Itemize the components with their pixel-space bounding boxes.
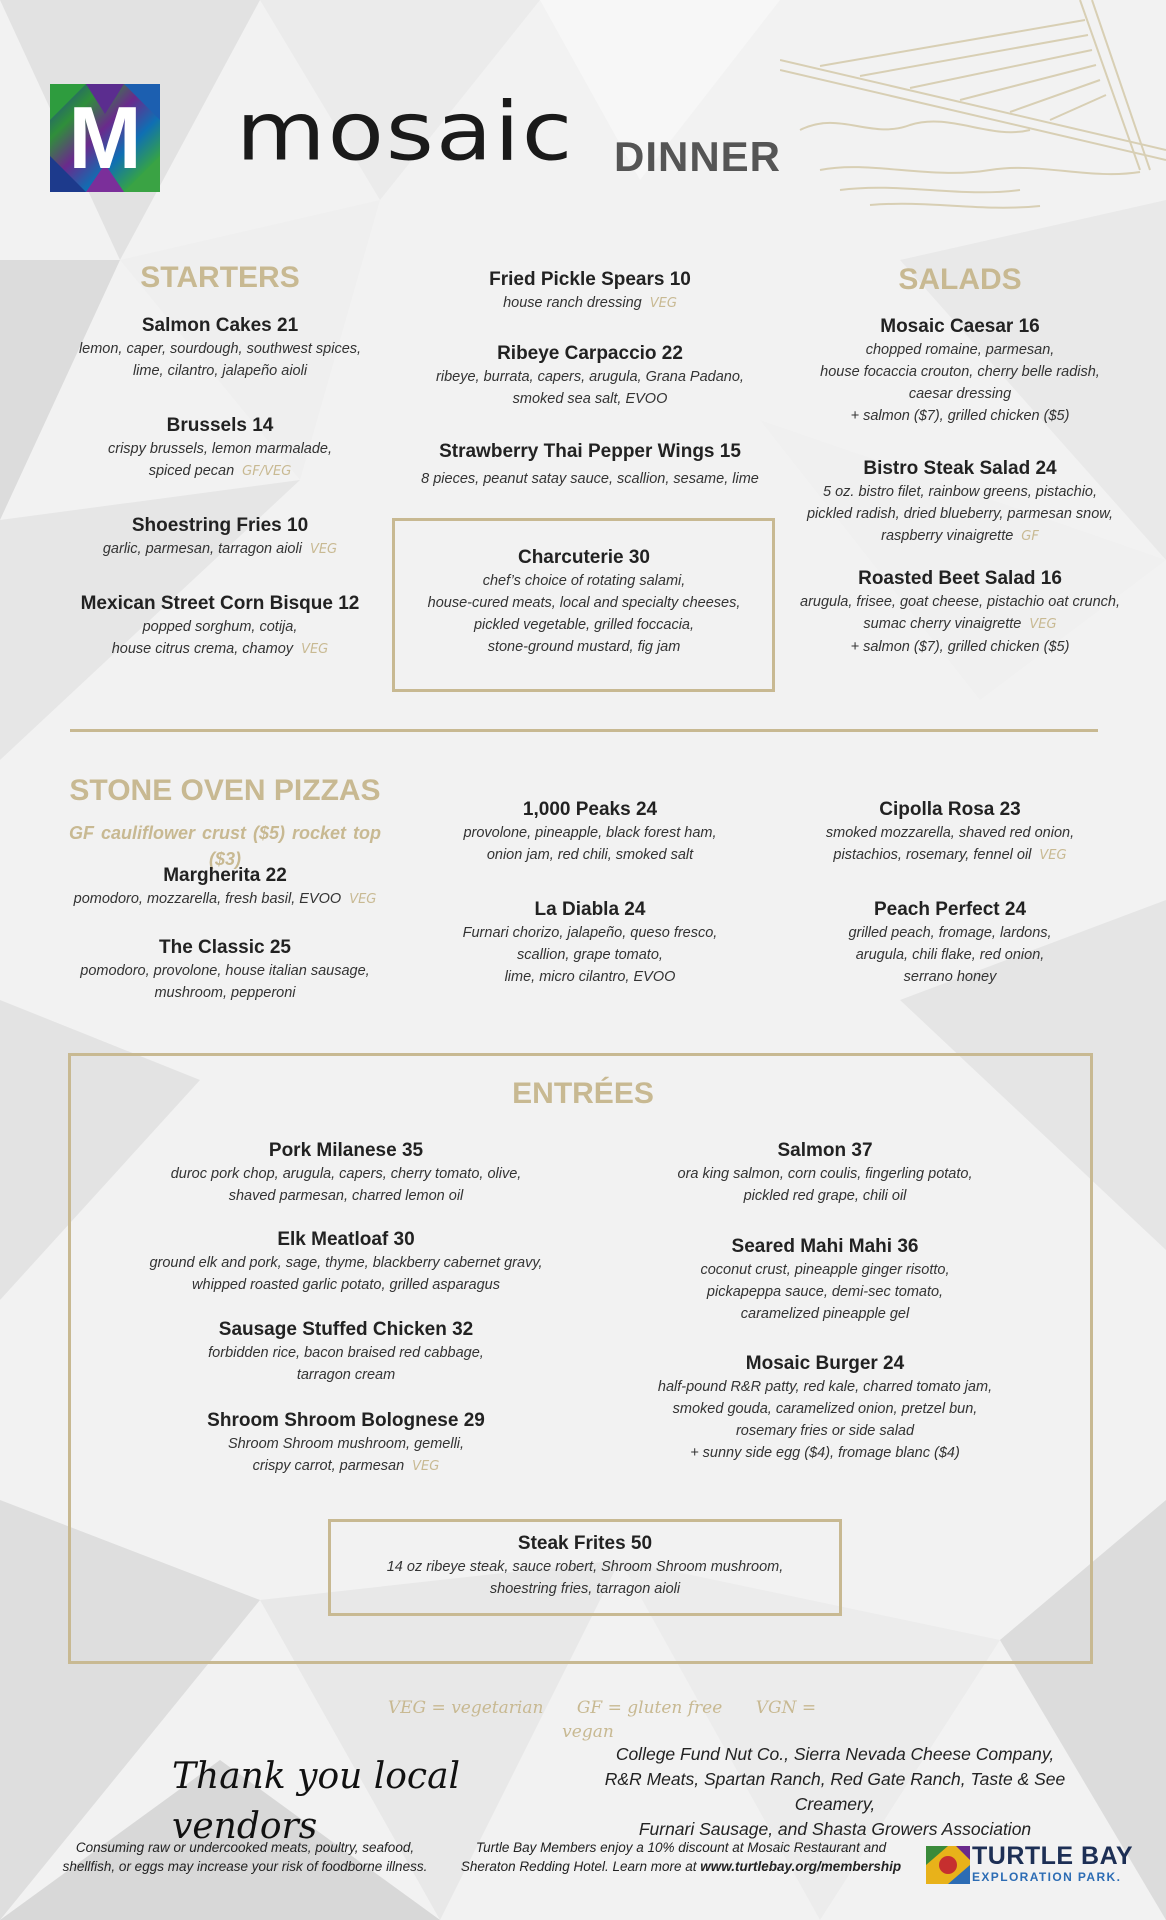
item-desc: house-cured meats, local and specialty cheeses, xyxy=(427,595,741,611)
item-name: Seared Mahi Mahi 36 xyxy=(731,1236,919,1257)
menu-item xyxy=(40,864,410,911)
item-name: Elk Meatloaf 30 xyxy=(277,1229,415,1250)
item-desc: crispy carrot, parmesan xyxy=(252,1458,405,1474)
item-name: Salmon 37 xyxy=(777,1140,873,1161)
item-desc: popped sorghum, cotija, xyxy=(142,619,298,635)
item-name: Mexican Street Corn Bisque 12 xyxy=(80,593,360,614)
item-desc: shoestring fries, tarragon aioli xyxy=(489,1581,681,1597)
diet-tag: VEG xyxy=(1039,848,1067,863)
menu-item xyxy=(620,1235,1030,1325)
item-desc: lime, micro cilantro, EVOO xyxy=(504,969,676,985)
item-desc: ground elk and pork, sage, thyme, blackberry cabernet gravy, xyxy=(149,1255,543,1271)
item-name: Cipolla Rosa 23 xyxy=(879,799,1021,820)
pizza-options: GF cauliflower crust ($5) rocket top ($3) xyxy=(68,823,382,869)
item-desc: house focaccia crouton, cherry belle radish, xyxy=(820,364,1100,380)
menu-item xyxy=(400,342,780,410)
item-desc: arugula, chili flake, red onion, xyxy=(855,947,1045,963)
item-desc: pickled red grape, chili oil xyxy=(743,1188,907,1204)
item-desc: 8 pieces, peanut satay sauce, scallion, sesame, lime xyxy=(421,471,759,487)
item-desc: pomodoro, mozzarella, fresh basil, EVOO xyxy=(73,891,342,907)
mosaic-logo-tile xyxy=(50,84,160,192)
item-desc: garlic, parmesan, tarragon aioli xyxy=(102,541,302,557)
menu-item xyxy=(780,798,1120,867)
membership-line: Turtle Bay Members enjoy a 10% discount at Mosaic Restaurant and xyxy=(475,1840,887,1855)
diet-tag: VEG xyxy=(301,642,329,657)
item-desc: caesar dressing xyxy=(908,386,1012,402)
diet-tag: GF xyxy=(1021,529,1039,544)
item-name: Peach Perfect 24 xyxy=(873,899,1027,920)
diet-tag: GF/VEG xyxy=(242,464,292,479)
item-name: La Diabla 24 xyxy=(534,899,646,920)
item-name: Steak Frites 50 xyxy=(517,1533,653,1554)
item-desc: arugula, frisee, goat cheese, pistachio oat crunch, xyxy=(800,594,1120,610)
diet-tag: VEG xyxy=(412,1459,440,1474)
menu-item xyxy=(410,798,770,866)
menu-item xyxy=(40,314,400,382)
vendor-line: College Fund Nut Co., Sierra Nevada Cheese Company, xyxy=(615,1744,1055,1764)
menu-item xyxy=(400,440,780,490)
item-name: Strawberry Thai Pepper Wings 15 xyxy=(439,441,741,462)
pizzas-heading: STONE OVEN PIZZAS xyxy=(69,774,381,807)
menu-item xyxy=(780,898,1120,988)
item-desc: Furnari chorizo, jalapeño, queso fresco, xyxy=(462,925,718,941)
item-desc: sumac cherry vinaigrette xyxy=(863,616,1022,632)
item-desc: 5 oz. bistro filet, rainbow greens, pistachio, xyxy=(822,484,1098,500)
item-desc: rosemary fries or side salad xyxy=(735,1423,915,1439)
vendor-line: R&R Meats, Spartan Ranch, Red Gate Ranch, Taste & See Creamery, xyxy=(604,1769,1066,1814)
item-desc: caramelized pineapple gel xyxy=(740,1306,910,1322)
item-desc: pickled radish, dried blueberry, parmesan snow, xyxy=(806,506,1113,522)
item-desc: ora king salmon, corn coulis, fingerling potato, xyxy=(677,1166,973,1182)
item-desc: Shroom Shroom mushroom, gemelli, xyxy=(227,1436,465,1452)
item-desc: shaved parmesan, charred lemon oil xyxy=(228,1188,464,1204)
item-name: Mosaic Burger 24 xyxy=(745,1353,905,1374)
item-name: Fried Pickle Spears 10 xyxy=(489,269,691,290)
item-name: 1,000 Peaks 24 xyxy=(522,799,658,820)
item-desc: tarragon cream xyxy=(296,1367,396,1383)
menu-item xyxy=(620,1139,1030,1207)
item-desc: scallion, grape tomato, xyxy=(517,947,663,963)
item-desc: pickled vegetable, grilled foccacia, xyxy=(473,617,695,633)
item-desc: ribeye, burrata, capers, arugula, Grana Padano, xyxy=(436,369,744,385)
item-desc: half-pound R&R patty, red kale, charred tomato jam, xyxy=(657,1379,993,1395)
item-desc: smoked mozzarella, shaved red onion, xyxy=(825,825,1075,841)
item-desc: 14 oz ribeye steak, sauce robert, Shroom Shroom mushroom, xyxy=(386,1559,784,1575)
item-desc: chef’s choice of rotating salami, xyxy=(482,573,686,589)
item-desc: + sunny side egg ($4), fromage blanc ($4) xyxy=(690,1445,960,1461)
item-desc: duroc pork chop, arugula, capers, cherry tomato, olive, xyxy=(170,1166,522,1182)
restaurant-name: mosaic xyxy=(236,84,575,179)
menu-item xyxy=(40,936,410,1004)
item-desc: grilled peach, fromage, lardons, xyxy=(848,925,1052,941)
item-desc: forbidden rice, bacon braised red cabbage, xyxy=(208,1345,484,1361)
item-name: Bistro Steak Salad 24 xyxy=(863,458,1057,479)
item-desc: lime, cilantro, jalapeño aioli xyxy=(132,363,308,379)
vendor-list xyxy=(585,1742,1085,1842)
menu-item xyxy=(790,457,1130,548)
partner-subtitle: EXPLORATION PARK. xyxy=(972,1870,1122,1884)
menu-item xyxy=(410,898,770,988)
menu-item xyxy=(610,1352,1040,1464)
item-desc: pistachios, rosemary, fennel oil xyxy=(833,847,1032,863)
menu-item xyxy=(130,1409,562,1478)
item-desc: serrano honey xyxy=(903,969,997,985)
item-desc: smoked sea salt, EVOO xyxy=(512,391,668,407)
menu-item xyxy=(40,592,400,661)
membership-link[interactable]: www.turtlebay.org/membership xyxy=(700,1859,902,1874)
menu-item xyxy=(130,1228,562,1296)
menu-item xyxy=(40,514,400,561)
item-name: Pork Milanese 35 xyxy=(268,1140,424,1161)
item-name: Shroom Shroom Bolognese 29 xyxy=(207,1410,485,1431)
item-name: Ribeye Carpaccio 22 xyxy=(497,343,683,364)
legend-veg: VEG = vegetarian xyxy=(387,1698,544,1718)
item-desc: lemon, caper, sourdough, southwest spices, xyxy=(78,341,362,357)
item-name: Roasted Beet Salad 16 xyxy=(858,568,1062,589)
item-desc: spiced pecan xyxy=(148,463,235,479)
item-desc: + salmon ($7), grilled chicken ($5) xyxy=(850,408,1070,424)
item-desc: + salmon ($7), grilled chicken ($5) xyxy=(850,639,1070,655)
starters-heading: STARTERS xyxy=(140,261,300,294)
diet-tag: VEG xyxy=(349,892,377,907)
section-divider xyxy=(70,729,1098,732)
item-desc: raspberry vinaigrette xyxy=(881,528,1014,544)
item-desc: provolone, pineapple, black forest ham, xyxy=(463,825,717,841)
membership-line: Sheraton Redding Hotel. Learn more at xyxy=(460,1859,701,1874)
item-name: Charcuterie 30 xyxy=(517,547,650,568)
item-name: Shoestring Fries 10 xyxy=(131,515,309,536)
item-desc: stone-ground mustard, fig jam xyxy=(487,639,681,655)
menu-item xyxy=(40,414,400,483)
item-desc: pomodoro, provolone, house italian sausage, xyxy=(80,963,370,979)
item-name: Brussels 14 xyxy=(166,415,274,436)
item-desc: house ranch dressing xyxy=(503,295,642,311)
menu-item xyxy=(130,1318,562,1386)
legend-gf: GF = gluten free xyxy=(576,1698,723,1718)
sundial-bridge-illustration xyxy=(780,0,1166,235)
item-desc: smoked gouda, caramelized onion, pretzel bun, xyxy=(672,1401,978,1417)
item-desc: mushroom, pepperoni xyxy=(154,985,296,1001)
warning-line: Consuming raw or undercooked meats, poultry, seafood, xyxy=(75,1840,415,1855)
turtle-bay-logo-icon xyxy=(926,1846,970,1884)
item-desc: house citrus crema, chamoy xyxy=(111,641,294,657)
partner-name: TURTLE BAY xyxy=(972,1842,1134,1870)
diet-tag: VEG xyxy=(309,542,338,557)
diet-tag: VEG xyxy=(1029,617,1057,632)
membership-note xyxy=(456,1838,906,1876)
item-desc: whipped roasted garlic potato, grilled asparagus xyxy=(192,1277,500,1293)
item-desc: chopped romaine, parmesan, xyxy=(865,342,1055,358)
featured-item xyxy=(335,1532,835,1600)
item-desc: onion jam, red chili, smoked salt xyxy=(486,847,694,863)
menu-type: DINNER xyxy=(614,133,782,180)
warning-line: shellfish, or eggs may increase your risk of foodborne illness. xyxy=(62,1859,428,1874)
diet-tag: VEG xyxy=(649,296,677,311)
menu-item xyxy=(130,1139,562,1207)
item-desc: pickapeppa sauce, demi-sec tomato, xyxy=(706,1284,944,1300)
vendor-line: Furnari Sausage, and Shasta Growers Association xyxy=(638,1819,1032,1839)
item-name: The Classic 25 xyxy=(158,937,292,958)
item-name: Sausage Stuffed Chicken 32 xyxy=(218,1319,474,1340)
logo-letter: M xyxy=(68,88,142,187)
item-name: Mosaic Caesar 16 xyxy=(880,316,1040,337)
menu-item xyxy=(790,315,1130,427)
legend-vgn: VGN = vegan xyxy=(562,1698,817,1742)
dietary-legend xyxy=(355,1696,835,1744)
entrees-heading: ENTRÉES xyxy=(512,1077,654,1110)
menu-item xyxy=(780,567,1140,658)
item-desc: crispy brussels, lemon marmalade, xyxy=(107,441,333,457)
item-desc: coconut crust, pineapple ginger risotto, xyxy=(700,1262,950,1278)
food-safety-warning xyxy=(50,1838,440,1876)
menu-item xyxy=(400,268,780,315)
thank-you-vendors: Thank you local vendors xyxy=(172,1756,461,1847)
item-name: Margherita 22 xyxy=(163,865,287,886)
featured-item xyxy=(400,546,768,658)
salads-heading: SALADS xyxy=(898,263,1022,296)
item-name: Salmon Cakes 21 xyxy=(141,315,299,336)
